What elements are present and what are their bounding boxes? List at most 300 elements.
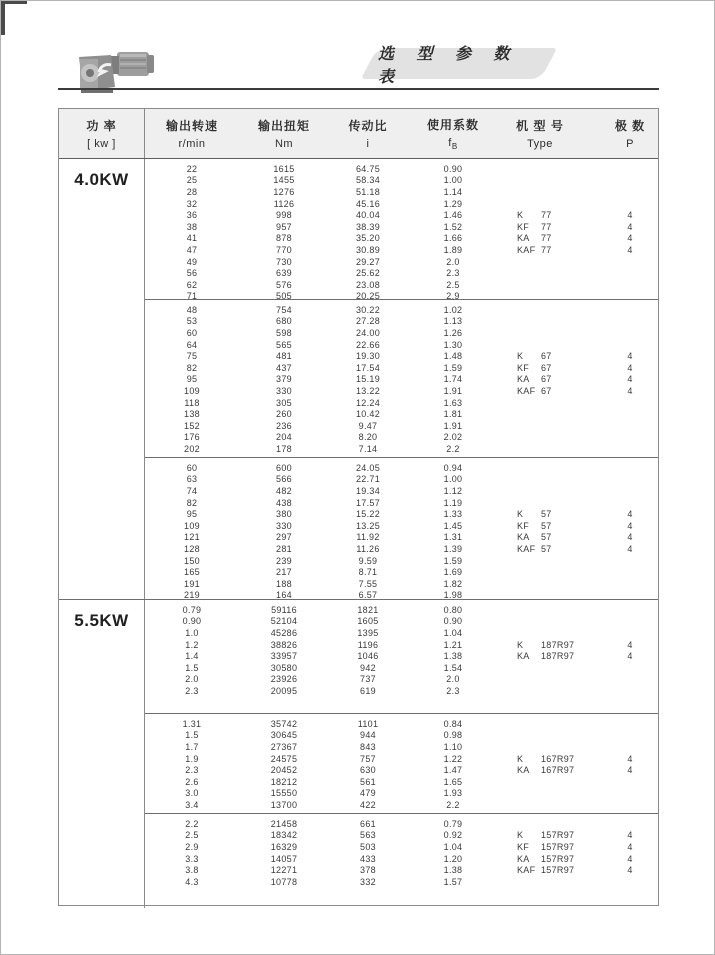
torque-cell: 23926	[270, 674, 298, 685]
torque-cell: 438	[276, 497, 292, 508]
ratio-block	[145, 457, 658, 599]
table-row	[145, 818, 658, 830]
service-factor-cell: 1.93	[443, 788, 463, 799]
torque-cell: 239	[276, 555, 292, 566]
scan-edge-mark	[1, 1, 5, 35]
rpm-cell: 47	[186, 244, 198, 255]
table-row	[145, 543, 658, 555]
ratio-cell: 7.14	[358, 443, 378, 454]
table-row	[145, 662, 658, 674]
service-factor-cell: 1.33	[443, 509, 463, 520]
power-header-unit: [ kw ]	[87, 138, 116, 150]
torque-cell: 10778	[270, 876, 298, 887]
power-cell	[59, 159, 145, 599]
rpm-cell: 2.9	[185, 841, 199, 852]
service-factor-cell: 1.39	[443, 543, 463, 554]
ratio-cell: 27.28	[355, 316, 381, 327]
type-size: 157R97	[541, 853, 575, 864]
table-row	[145, 291, 658, 299]
type-size: 77	[541, 210, 552, 221]
scan-edge-mark	[1, 1, 27, 4]
poles-cell: 4	[627, 351, 633, 362]
rpm-cell: 202	[184, 443, 200, 454]
type-size: 167R97	[541, 765, 575, 776]
ratio-cell: 20.25	[355, 291, 381, 299]
service-factor-cell: 1.38	[443, 651, 463, 662]
ratio-cell: 630	[360, 765, 376, 776]
table-row	[145, 508, 658, 520]
torque-cell: 330	[276, 385, 292, 396]
type-model: KF	[517, 841, 530, 852]
rpm-cell: 121	[184, 532, 200, 543]
rpm-cell: 1.9	[185, 753, 199, 764]
rpm-cell: 3.0	[185, 788, 199, 799]
type-size: 57	[541, 520, 552, 531]
rpm-cell: 75	[186, 351, 198, 362]
service-factor-cell: 0.90	[443, 616, 463, 627]
rpm-cell: 138	[184, 409, 200, 420]
gearmotor-photo	[67, 43, 161, 99]
torque-cell: 957	[276, 221, 292, 232]
ratio-cell: 8.20	[358, 432, 378, 443]
power-label: 5.5KW	[74, 611, 129, 630]
torque-cell: 15550	[270, 788, 298, 799]
ratio-cell: 479	[360, 788, 376, 799]
ratio-cell: 1101	[357, 718, 379, 729]
service-factor-cell: 1.81	[443, 409, 463, 420]
torque-cell: 1276	[273, 186, 295, 197]
torque-header-title: 输出扭矩	[257, 119, 310, 133]
torque-cell: 27367	[270, 741, 298, 752]
ratio-cell: 433	[360, 853, 376, 864]
type-model: K	[517, 639, 524, 650]
ratio-cell: 38.39	[355, 221, 381, 232]
poles-cell: 4	[627, 520, 633, 531]
table-row	[145, 244, 658, 256]
ratio-cell: 7.55	[358, 578, 378, 589]
page-title-banner	[369, 45, 549, 86]
torque-cell: 380	[276, 509, 292, 520]
type-cell	[499, 233, 605, 243]
service-factor-cell: 0.84	[443, 718, 463, 729]
rpm-cell: 1.5	[185, 662, 199, 673]
ratio-cell: 30.22	[355, 304, 381, 315]
ratio-block	[145, 600, 658, 713]
service-factor-cell: 0.90	[443, 163, 463, 174]
ratio-cell: 17.54	[355, 362, 381, 373]
rpm-cell: 36	[186, 210, 198, 221]
table-row	[145, 485, 658, 497]
torque-cell: 12271	[270, 865, 298, 876]
type-size: 67	[541, 351, 552, 362]
rpm-cell: 25	[186, 175, 198, 186]
service-factor-cell: 1.59	[443, 555, 463, 566]
rpm-cell: 60	[186, 327, 198, 338]
service-factor-cell: 1.57	[443, 876, 463, 887]
type-size: 77	[541, 244, 552, 255]
rpm-cell: 2.3	[185, 765, 199, 776]
table-row	[145, 304, 658, 316]
ratio-cell: 1605	[357, 616, 379, 627]
service-factor-cell: 1.82	[443, 578, 463, 589]
service-factor-cell: 1.12	[443, 485, 463, 496]
ratio-cell: 944	[360, 730, 376, 741]
ratio-cell: 561	[360, 776, 376, 787]
torque-cell: 30645	[270, 730, 298, 741]
rpm-cell: 3.8	[185, 865, 199, 876]
torque-cell: 505	[276, 291, 292, 299]
rpm-cell: 28	[186, 186, 198, 197]
torque-cell: 20095	[270, 685, 298, 696]
table-row	[145, 397, 658, 409]
type-cell	[499, 509, 605, 519]
ratio-cell: 9.59	[358, 555, 378, 566]
table-row	[145, 175, 658, 187]
ratio-cell: 29.27	[355, 256, 381, 267]
table-row	[145, 198, 658, 210]
table-row	[145, 267, 658, 279]
service-factor-cell: 1.10	[443, 741, 463, 752]
poles-cell: 4	[627, 753, 633, 764]
type-size: 167R97	[541, 753, 575, 764]
torque-cell: 330	[276, 520, 292, 531]
table-row	[145, 776, 658, 788]
speed-header-unit: r/min	[178, 138, 206, 150]
ratio-cell: 378	[360, 865, 376, 876]
ratio-cell: 40.04	[355, 210, 381, 221]
type-cell	[499, 222, 605, 232]
service-factor-cell: 1.21	[443, 639, 463, 650]
torque-cell: 38826	[270, 639, 298, 650]
torque-cell: 998	[276, 210, 292, 221]
rpm-cell: 63	[186, 474, 198, 485]
rpm-cell: 109	[184, 385, 200, 396]
poles-header-unit: P	[626, 138, 634, 150]
torque-cell: 305	[276, 397, 292, 408]
rpm-cell: 1.2	[185, 639, 199, 650]
service-factor-cell: 2.3	[446, 268, 460, 279]
poles-cell: 4	[627, 841, 633, 852]
torque-cell: 565	[276, 339, 292, 350]
poles-cell: 4	[627, 865, 633, 876]
table-row	[145, 532, 658, 544]
type-model: KAF	[517, 385, 536, 396]
table-header-row	[59, 109, 658, 159]
rpm-cell: 1.0	[185, 627, 199, 638]
table-row	[145, 420, 658, 432]
data-column-headers	[145, 109, 658, 158]
type-model: K	[517, 210, 524, 221]
rpm-cell: 41	[186, 233, 198, 244]
table-row	[145, 339, 658, 351]
torque-cell: 178	[276, 443, 292, 454]
type-model: KAF	[517, 244, 536, 255]
table-row	[145, 799, 658, 811]
rpm-cell: 48	[186, 304, 198, 315]
type-size: 67	[541, 362, 552, 373]
table-row	[145, 327, 658, 339]
rpm-cell: 22	[186, 163, 198, 174]
ratio-cell: 1196	[357, 639, 379, 650]
torque-cell: 437	[276, 362, 292, 373]
ratio-cell: 13.22	[355, 385, 381, 396]
power-section	[59, 599, 658, 908]
rpm-cell: 53	[186, 316, 198, 327]
type-size: 187R97	[541, 651, 575, 662]
service-factor-cell: 1.31	[443, 532, 463, 543]
type-size: 57	[541, 509, 552, 520]
torque-cell: 566	[276, 474, 292, 485]
ratio-cell: 12.24	[355, 397, 381, 408]
gearmotor-icon	[67, 43, 161, 99]
type-model: KAF	[517, 543, 536, 554]
ratio-cell: 23.08	[355, 279, 381, 290]
service-factor-cell: 1.00	[443, 175, 463, 186]
torque-cell: 217	[276, 567, 292, 578]
torque-cell: 754	[276, 304, 292, 315]
torque-cell: 1455	[273, 175, 295, 186]
poles-cell: 4	[627, 853, 633, 864]
ratio-cell: 757	[360, 753, 376, 764]
service-factor-cell: 1.14	[443, 186, 463, 197]
ratio-blocks	[145, 600, 658, 908]
rpm-cell: 56	[186, 268, 198, 279]
service-factor-cell: 1.26	[443, 327, 463, 338]
type-header-title: 机 型 号	[516, 119, 564, 133]
type-cell	[499, 640, 605, 650]
torque-cell: 52104	[270, 616, 298, 627]
ratio-cell: 1821	[357, 604, 379, 615]
poles-cell: 4	[627, 385, 633, 396]
rpm-cell: 1.5	[185, 730, 199, 741]
table-row	[145, 616, 658, 628]
rpm-cell: 74	[186, 485, 198, 496]
torque-cell: 35742	[270, 718, 298, 729]
ratio-block	[145, 299, 658, 457]
rpm-cell: 109	[184, 520, 200, 531]
rpm-cell: 150	[184, 555, 200, 566]
table-row	[145, 163, 658, 175]
poles-cell: 4	[627, 509, 633, 520]
type-size: 157R97	[541, 865, 575, 876]
rpm-cell: 1.7	[185, 741, 199, 752]
type-cell	[499, 351, 605, 361]
ratio-cell: 15.19	[355, 374, 381, 385]
table-row	[145, 578, 658, 590]
ratio-cell: 13.25	[355, 520, 381, 531]
type-cell	[499, 363, 605, 373]
rpm-cell: 0.90	[182, 616, 202, 627]
torque-cell: 1126	[273, 198, 295, 209]
type-cell	[499, 842, 605, 852]
torque-cell: 730	[276, 256, 292, 267]
table-row	[145, 788, 658, 800]
torque-cell: 18212	[270, 776, 298, 787]
ratio-block	[145, 713, 658, 813]
type-model: KA	[517, 651, 530, 662]
service-factor-cell: 1.13	[443, 316, 463, 327]
power-header-title: 功 率	[86, 119, 117, 133]
type-cell	[499, 532, 605, 542]
torque-cell: 204	[276, 432, 292, 443]
table-body	[59, 159, 658, 908]
service-factor-cell: 2.0	[446, 674, 460, 685]
type-model: KA	[517, 532, 530, 543]
type-size: 77	[541, 233, 552, 244]
ratio-column-header	[329, 117, 407, 150]
service-factor-cell: 1.46	[443, 210, 463, 221]
type-cell	[499, 544, 605, 554]
ratio-cell: 64.75	[355, 163, 381, 174]
rpm-cell: 2.5	[185, 830, 199, 841]
rpm-cell: 1.31	[182, 718, 202, 729]
table-row	[145, 604, 658, 616]
type-model: KA	[517, 374, 530, 385]
rpm-cell: 95	[186, 509, 198, 520]
rpm-cell: 219	[184, 590, 200, 599]
type-cell	[499, 854, 605, 864]
ratio-cell: 661	[360, 818, 376, 829]
service-factor-cell: 1.52	[443, 221, 463, 232]
service-factor-cell: 1.22	[443, 753, 463, 764]
rpm-cell: 49	[186, 256, 198, 267]
poles-cell: 4	[627, 765, 633, 776]
rpm-cell: 165	[184, 567, 200, 578]
service-factor-cell: 0.80	[443, 604, 463, 615]
table-row	[145, 864, 658, 876]
table-row	[145, 764, 658, 776]
ratio-cell: 45.16	[355, 198, 381, 209]
service-factor-cell: 0.94	[443, 462, 463, 473]
rpm-cell: 1.4	[185, 651, 199, 662]
type-size: 67	[541, 374, 552, 385]
torque-cell: 18342	[270, 830, 298, 841]
table-row	[145, 853, 658, 865]
rpm-cell: 3.3	[185, 853, 199, 864]
rpm-cell: 0.79	[182, 604, 202, 615]
torque-cell: 281	[276, 543, 292, 554]
ratio-header-unit: i	[366, 138, 370, 150]
ratio-cell: 15.22	[355, 509, 381, 520]
service-factor-cell: 1.19	[443, 497, 463, 508]
service-factor-cell: 1.54	[443, 662, 463, 673]
torque-column-header	[239, 117, 329, 150]
service-factor-header-unit: $f_B$	[448, 136, 458, 152]
torque-cell: 260	[276, 409, 292, 420]
poles-cell: 4	[627, 651, 633, 662]
type-size: 157R97	[541, 841, 575, 852]
poles-cell: 4	[627, 362, 633, 373]
ratio-cell: 503	[360, 841, 376, 852]
service-factor-cell: 2.2	[446, 443, 460, 454]
service-factor-cell: 2.3	[446, 685, 460, 696]
ratio-cell: 843	[360, 741, 376, 752]
service-factor-cell: 1.00	[443, 474, 463, 485]
torque-cell: 45286	[270, 627, 298, 638]
ratio-cell: 51.18	[355, 186, 381, 197]
ratio-cell: 737	[360, 674, 376, 685]
rpm-cell: 2.2	[185, 818, 199, 829]
rpm-cell: 62	[186, 279, 198, 290]
poles-cell: 4	[627, 233, 633, 244]
type-size: 67	[541, 385, 552, 396]
ratio-cell: 563	[360, 830, 376, 841]
table-row	[145, 279, 658, 291]
service-factor-cell: 1.63	[443, 397, 463, 408]
ratio-cell: 11.92	[356, 532, 380, 543]
service-factor-cell: 1.29	[443, 198, 463, 209]
service-factor-cell: 1.74	[443, 374, 463, 385]
type-model: KA	[517, 853, 530, 864]
service-factor-cell: 2.2	[446, 799, 460, 810]
poles-cell: 4	[627, 639, 633, 650]
rpm-cell: 2.3	[185, 685, 199, 696]
ratio-header-title: 传动比	[348, 119, 388, 133]
type-cell	[499, 245, 605, 255]
service-factor-cell: 1.89	[443, 244, 463, 255]
service-factor-cell: 1.91	[443, 385, 463, 396]
poles-cell: 4	[627, 830, 633, 841]
table-row	[145, 650, 658, 662]
type-size: 157R97	[541, 830, 575, 841]
table-row	[145, 316, 658, 328]
ratio-cell: 332	[360, 876, 376, 887]
torque-cell: 481	[276, 351, 292, 362]
poles-cell: 4	[627, 543, 633, 554]
type-cell	[499, 210, 605, 220]
ratio-cell: 24.05	[355, 462, 381, 473]
table-row	[145, 590, 658, 599]
rpm-cell: 95	[186, 374, 198, 385]
ratio-cell: 22.66	[355, 339, 381, 350]
ratio-cell: 24.00	[355, 327, 381, 338]
table-row	[145, 186, 658, 198]
torque-cell: 16329	[270, 841, 298, 852]
torque-cell: 482	[276, 485, 292, 496]
poles-cell: 4	[627, 210, 633, 221]
table-row	[145, 443, 658, 455]
type-model: KF	[517, 362, 530, 373]
torque-cell: 24575	[270, 753, 298, 764]
rpm-cell: 3.4	[185, 799, 199, 810]
torque-cell: 164	[276, 590, 292, 599]
torque-cell: 236	[276, 420, 292, 431]
type-model: K	[517, 509, 524, 520]
table-row	[145, 566, 658, 578]
torque-cell: 297	[276, 532, 292, 543]
table-row	[145, 639, 658, 651]
rpm-cell: 176	[184, 432, 200, 443]
service-factor-cell: 1.65	[443, 776, 463, 787]
ratio-cell: 942	[360, 662, 376, 673]
type-size: 77	[541, 221, 552, 232]
torque-cell: 379	[276, 374, 292, 385]
ratio-block	[145, 159, 658, 299]
ratio-block	[145, 813, 658, 908]
service-factor-cell: 1.20	[443, 853, 463, 864]
table-row	[145, 256, 658, 268]
type-model: KAF	[517, 865, 536, 876]
power-section	[59, 159, 658, 599]
torque-cell: 600	[276, 462, 292, 473]
poles-header-title: 极 数	[614, 119, 646, 133]
power-cell	[59, 600, 145, 908]
service-factor-cell: 1.30	[443, 339, 463, 350]
table-row	[145, 841, 658, 853]
type-model: KA	[517, 765, 530, 776]
table-row	[145, 830, 658, 842]
table-row	[145, 209, 658, 221]
